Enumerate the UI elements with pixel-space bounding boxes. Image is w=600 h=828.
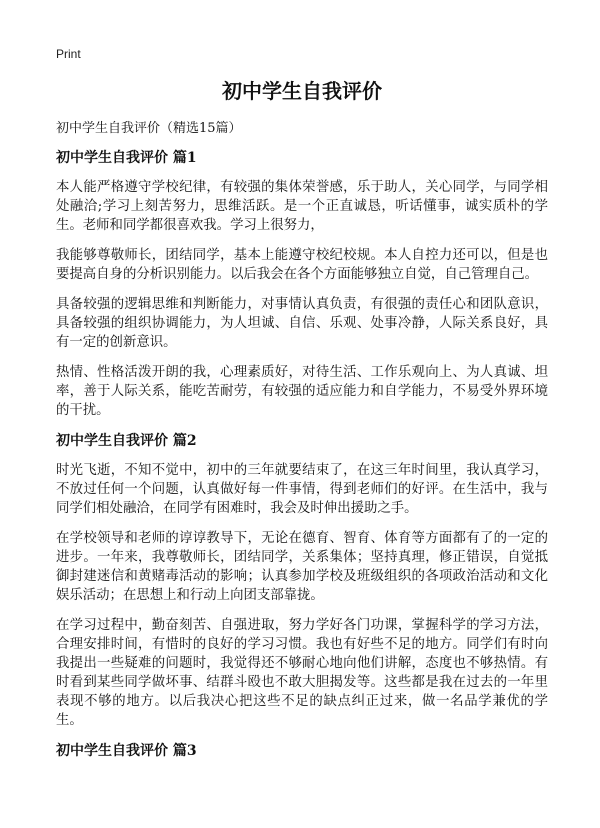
paragraph: 在学习过程中，勤奋刻苦、自强进取，努力学好各门功课，掌握科学的学习方法，合理安排时间，有惜时的良好的学习习惯。我也有好些不足的地方。同学们有时向我提出一些疑难的问题时，我觉得还不够耐心地向他们讲解，态度也不够热情。有时看到某些同学做坏事、结群斗殴也不敢大胆揭发等。这些都是我在过去的一年里表现不够的地方。以后我决心把这些不足的缺点纠正过来，做一名品学兼优的学生。 [56,618,548,728]
document-content [56,148,548,771]
section-heading: 初中学生自我评价 篇3 [56,743,197,759]
section-1 [56,148,548,420]
section-3 [56,741,548,761]
paragraph: 具备较强的逻辑思维和判断能力，对事情认真负责，有很强的责任心和团队意识，具备较强的组织协调能力，为人坦诚、自信、乐观、处事冷静，人际关系良好，具有一定的创新意识。 [56,297,548,350]
print-link[interactable]: Print [56,47,81,61]
section-heading: 初中学生自我评价 篇2 [56,433,197,449]
section-2 [56,431,548,730]
paragraph: 我能够尊敬师长，团结同学，基本上能遵守校纪校规。本人自控力还可以，但是也要提高自身的分析识别能力。以后我会在各个方面能够独立自觉，自己管理自己。 [56,248,548,282]
paragraph: 热情、性格活泼开朗的我，心理素质好，对待生活、工作乐观向上、为人真诚、坦率，善于人际关系，能吃苦耐劳，有较强的适应能力和自学能力，不易受外界环境的干扰。 [56,365,548,418]
section-heading: 初中学生自我评价 篇1 [56,150,197,166]
document-subtitle: 初中学生自我评价（精选15篇） [56,121,242,136]
paragraph: 在学校领导和老师的谆谆教导下，无论在德育、智育、体育等方面都有了的一定的进步。一年来，我尊敬师长，团结同学，关系集体；坚持真理，修正错误，自觉抵御封建迷信和黄赌毒活动的影响；认真参加学校及班级组织的各项政治活动和文化娱乐活动；在思想上和行动上向团支部靠拢。 [56,531,548,603]
paragraph: 本人能严格遵守学校纪律，有较强的集体荣誉感，乐于助人，关心同学，与同学相处融洽;学习上刻苦努力，思维活跃。是一个正直诚恳，听话懂事，诚实质朴的学生。老师和同学都很喜欢我。学习上很努力， [56,180,548,233]
paragraph: 时光飞逝，不知不觉中，初中的三年就要结束了，在这三年时间里，我认真学习，不放过任何一个问题，认真做好每一件事情，得到老师们的好评。在生活中，我与同学们相处融洽，在同学有困难时，我会及时伸出援助之手。 [56,463,548,516]
document-title: 初中学生自我评价 [222,79,382,103]
